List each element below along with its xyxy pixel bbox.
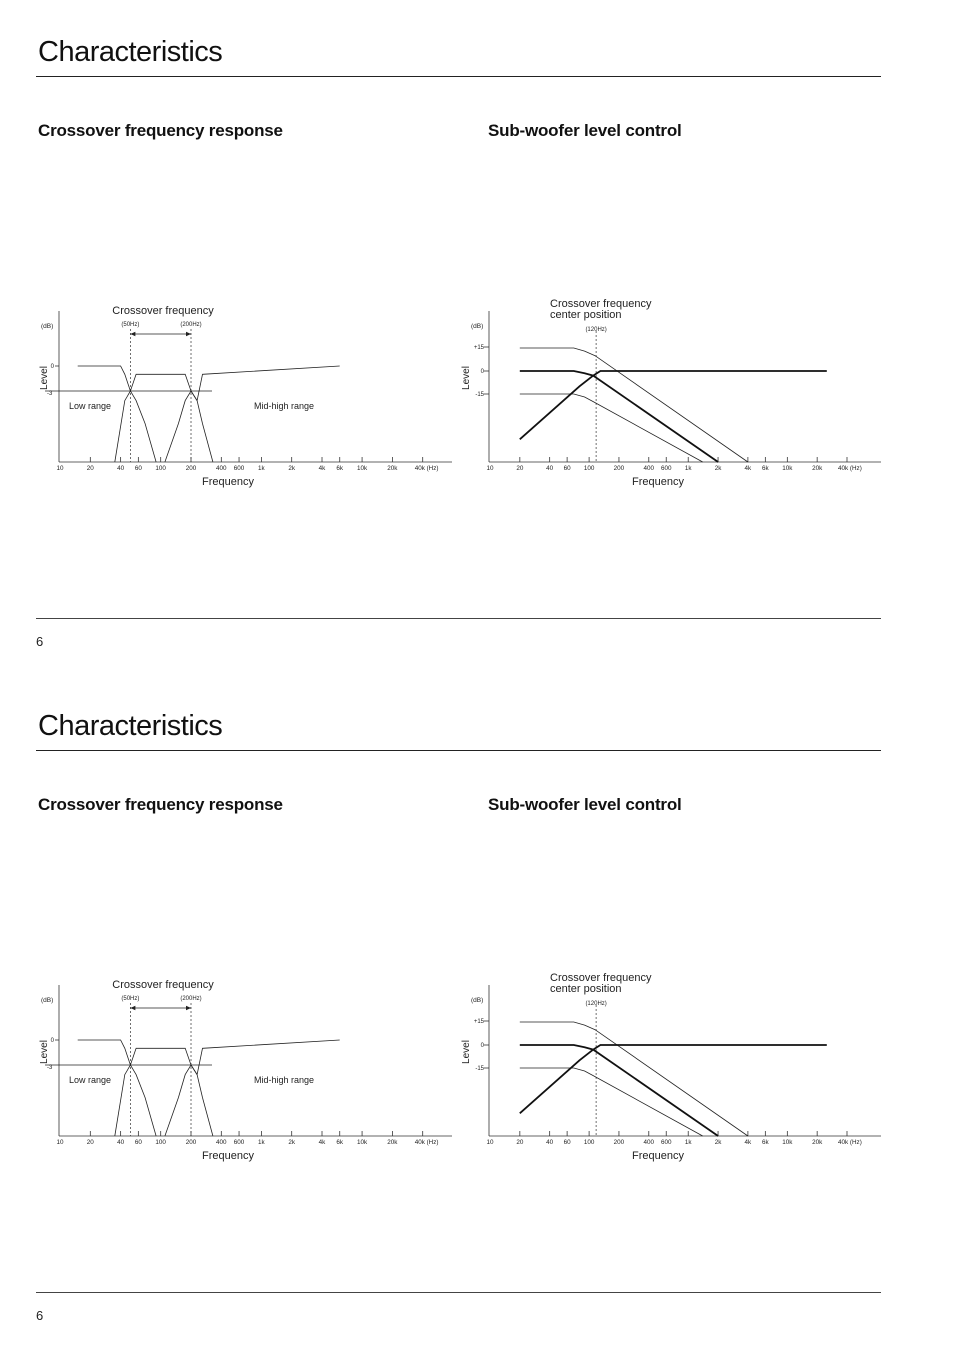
x-tick-label: 200	[613, 1139, 625, 1146]
section-title-crossover: Crossover frequency response	[38, 121, 283, 140]
x-tick-label: 4k	[318, 1139, 326, 1146]
level-curve-3	[520, 394, 703, 462]
page-title: Characteristics	[38, 36, 223, 68]
x-tick-label: 6k	[762, 465, 769, 472]
x-tick-label: 400	[643, 465, 655, 472]
y-unit-label: (dB)	[471, 997, 484, 1004]
marker-label-200hz: (200Hz)	[180, 322, 202, 328]
x-tick-label: 20k	[812, 1139, 823, 1146]
x-axis-label: Frequency	[632, 1150, 684, 1162]
x-tick-label: 2k	[288, 465, 296, 472]
x-tick-label: 200	[185, 465, 197, 472]
marker-label-200hz: (200Hz)	[180, 996, 202, 1002]
region-label-low: Low range	[69, 1075, 112, 1085]
x-tick-label: 4k	[318, 465, 326, 472]
region-label-mid-high: Mid-high range	[254, 401, 315, 411]
level-curve-3	[520, 1068, 703, 1136]
x-tick-label: 100	[155, 465, 166, 472]
x-tick-label: 2k	[714, 1139, 722, 1146]
y-tick-label: -15	[475, 392, 484, 398]
x-axis-label: Frequency	[202, 476, 254, 488]
x-tick-label: 10	[56, 1139, 64, 1146]
x-tick-label: 100	[155, 1139, 166, 1146]
y-tick-label: 0	[480, 369, 484, 375]
x-tick-label: 600	[660, 465, 672, 472]
x-tick-label: 60	[563, 1139, 571, 1146]
region-label-low: Low range	[69, 401, 112, 411]
x-tick-label: 40	[546, 465, 554, 472]
x-tick-label: 1k	[684, 1139, 692, 1146]
y-tick-label: 0	[480, 1043, 484, 1049]
x-tick-label: 20	[516, 465, 524, 472]
y-tick-label: 0	[50, 1038, 54, 1044]
x-tick-label: 1k	[684, 465, 692, 472]
y-tick-label: -3	[47, 391, 53, 397]
y-tick-label: +15	[473, 345, 484, 351]
y-unit-label: (dB)	[41, 997, 54, 1004]
page-title: Characteristics	[38, 710, 223, 742]
x-tick-label: 4k	[744, 1139, 752, 1146]
x-tick-label: 200	[613, 465, 625, 472]
x-tick-label: 6k	[336, 1139, 344, 1146]
x-tick-label: 10	[486, 465, 494, 472]
level-curve-4	[520, 371, 827, 439]
x-axis-label: Frequency	[202, 1150, 254, 1162]
x-tick-label: 10	[486, 1139, 494, 1146]
x-tick-label: 10k	[782, 1139, 793, 1146]
x-tick-label: 40k (Hz)	[414, 1139, 439, 1146]
x-tick-label: 100	[583, 465, 595, 472]
x-tick-label: 20	[86, 1139, 94, 1146]
x-tick-label: 6k	[336, 465, 344, 472]
level-curve-4	[520, 1045, 827, 1113]
x-tick-label: 600	[660, 1139, 672, 1146]
level-curve-2	[520, 371, 718, 462]
x-tick-label: 40	[117, 465, 125, 472]
x-tick-label: 6k	[762, 1139, 769, 1146]
x-tick-label: 400	[216, 465, 227, 472]
x-tick-label: 20k	[387, 1139, 398, 1146]
subwoofer-chart	[0, 674, 954, 1349]
x-axis-label: Frequency	[632, 476, 684, 488]
x-tick-label: 60	[134, 465, 142, 472]
x-tick-label: 40k (Hz)	[838, 465, 862, 472]
y-axis-label: Level	[461, 366, 472, 390]
x-tick-label: 400	[643, 1139, 655, 1146]
level-curve-1	[520, 1022, 748, 1136]
x-tick-label: 20k	[387, 465, 398, 472]
x-tick-label: 40k (Hz)	[414, 465, 439, 472]
x-tick-label: 40k (Hz)	[838, 1139, 862, 1146]
y-unit-label: (dB)	[41, 323, 54, 330]
x-tick-label: 10k	[356, 465, 368, 472]
y-axis-label: Level	[39, 1040, 50, 1064]
page-bottom	[0, 674, 954, 1349]
page-number: 6	[36, 1308, 44, 1323]
level-curve-2	[520, 1045, 718, 1136]
x-tick-label: 1k	[258, 465, 265, 472]
marker-label-50hz: (50Hz)	[121, 996, 140, 1002]
chart-title: Crossover frequency	[112, 305, 214, 317]
y-tick-label: +15	[473, 1019, 484, 1025]
x-tick-label: 4k	[744, 465, 752, 472]
x-tick-label: 2k	[288, 1139, 296, 1146]
x-tick-label: 10	[56, 465, 64, 472]
page-top	[0, 0, 954, 675]
chart-title: Crossover frequency	[550, 298, 652, 310]
x-tick-label: 600	[233, 465, 245, 472]
x-tick-label: 20k	[812, 465, 823, 472]
subwoofer-chart	[0, 0, 954, 675]
footer-rule	[36, 1292, 881, 1293]
chart-subtitle: center position	[550, 983, 622, 995]
page-number: 6	[36, 634, 44, 649]
chart-subtitle: center position	[550, 309, 622, 321]
x-tick-label: 100	[583, 1139, 595, 1146]
y-axis-label: Level	[461, 1040, 472, 1064]
y-unit-label: (dB)	[471, 323, 484, 330]
x-tick-label: 60	[134, 1139, 142, 1146]
y-axis-label: Level	[39, 366, 50, 390]
section-title-crossover: Crossover frequency response	[38, 795, 283, 814]
y-tick-label: -3	[47, 1065, 53, 1071]
x-tick-label: 10k	[782, 465, 793, 472]
marker-label-50hz: (50Hz)	[121, 322, 140, 328]
x-tick-label: 10k	[356, 1139, 368, 1146]
marker-label-120hz: (120Hz)	[585, 1001, 607, 1007]
y-tick-label: 0	[50, 364, 54, 370]
x-tick-label: 40	[546, 1139, 554, 1146]
x-tick-label: 2k	[714, 465, 722, 472]
footer-rule	[36, 618, 881, 619]
chart-title: Crossover frequency	[112, 979, 214, 991]
section-title-subwoofer: Sub-woofer level control	[488, 121, 682, 140]
x-tick-label: 20	[86, 465, 94, 472]
x-tick-label: 200	[185, 1139, 197, 1146]
x-tick-label: 20	[516, 1139, 524, 1146]
region-label-mid-high: Mid-high range	[254, 1075, 315, 1085]
level-curve-1	[520, 348, 748, 462]
marker-label-120hz: (120Hz)	[585, 327, 607, 333]
x-tick-label: 400	[216, 1139, 227, 1146]
x-tick-label: 60	[563, 465, 571, 472]
x-tick-label: 40	[117, 1139, 125, 1146]
y-tick-label: -15	[475, 1066, 484, 1072]
x-tick-label: 600	[233, 1139, 245, 1146]
x-tick-label: 1k	[258, 1139, 265, 1146]
section-title-subwoofer: Sub-woofer level control	[488, 795, 682, 814]
chart-title: Crossover frequency	[550, 972, 652, 984]
